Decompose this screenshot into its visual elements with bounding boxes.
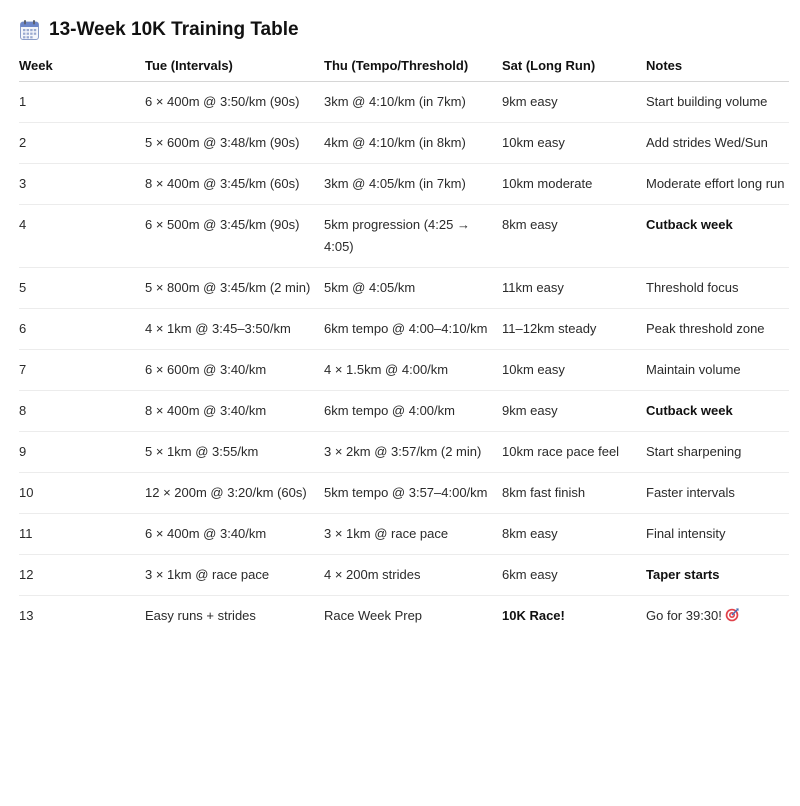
week-cell	[19, 123, 145, 164]
notes-cell-text: Start building volume	[646, 94, 768, 109]
table-row	[19, 123, 789, 164]
week-cell	[19, 432, 145, 473]
notes-cell	[646, 596, 789, 637]
tue-cell	[145, 268, 324, 309]
week-cell-text: 11	[19, 526, 33, 541]
sat-cell-text: 8km easy	[502, 217, 558, 232]
notes-cell-text: Threshold focus	[646, 280, 739, 295]
sat-cell	[502, 309, 646, 350]
notes-cell-text: Final intensity	[646, 526, 726, 541]
sat-cell	[502, 391, 646, 432]
tue-cell	[145, 555, 324, 596]
thu-cell	[324, 350, 502, 391]
table-row	[19, 82, 789, 123]
thu-cell	[324, 555, 502, 596]
thu-cell-text: 6km tempo @ 4:00–4:10/km	[324, 321, 488, 336]
thu-cell	[324, 432, 502, 473]
table-row	[19, 473, 789, 514]
tue-cell-text: 6 × 600m @ 3:40/km	[145, 362, 267, 377]
thu-cell-text: 3 × 1km @ race pace	[324, 526, 449, 541]
sat-cell-text: 8km easy	[502, 526, 558, 541]
tue-cell-text: 5 × 800m @ 3:45/km (2 min)	[145, 280, 311, 295]
sat-cell-text: 6km easy	[502, 567, 558, 582]
week-cell-text: 8	[19, 403, 27, 418]
notes-cell-text: Peak threshold zone	[646, 321, 765, 336]
page-title-text: 13-Week 10K Training Table	[49, 19, 299, 40]
notes-cell	[646, 123, 789, 164]
table-row	[19, 514, 789, 555]
header-sat: Sat (Long Run)	[502, 51, 646, 82]
sat-cell-text: 10km easy	[502, 135, 565, 150]
thu-cell	[324, 205, 502, 268]
sat-cell	[502, 164, 646, 205]
thu-cell-text: 5km tempo @ 3:57–4:00/km	[324, 485, 488, 500]
tue-cell	[145, 350, 324, 391]
header-week: Week	[19, 51, 145, 82]
tue-cell-text: 12 × 200m @ 3:20/km (60s)	[145, 485, 307, 500]
notes-cell	[646, 164, 789, 205]
notes-cell-text: Go for 39:30!	[646, 608, 722, 623]
sat-cell-text: 10K Race!	[502, 608, 565, 623]
thu-cell-text: 6km tempo @ 4:00/km	[324, 403, 455, 418]
notes-cell	[646, 391, 789, 432]
week-cell-text: 13	[19, 608, 34, 623]
week-cell-text: 2	[19, 135, 27, 150]
tue-cell-text: 5 × 600m @ 3:48/km (90s)	[145, 135, 300, 150]
thu-cell-text: 4 × 200m strides	[324, 567, 421, 582]
tue-cell	[145, 391, 324, 432]
week-cell-text: 7	[19, 362, 27, 377]
tue-cell	[145, 164, 324, 205]
header-row	[19, 51, 789, 82]
thu-cell	[324, 391, 502, 432]
notes-cell-text: Start sharpening	[646, 444, 742, 459]
notes-cell-text: Faster intervals	[646, 485, 735, 500]
table-row	[19, 205, 789, 268]
training-table	[19, 51, 789, 636]
week-cell	[19, 555, 145, 596]
notes-cell-text: Add strides Wed/Sun	[646, 135, 768, 150]
thu-cell	[324, 164, 502, 205]
sat-cell-text: 8km fast finish	[502, 485, 586, 500]
tue-cell	[145, 309, 324, 350]
sat-cell	[502, 596, 646, 637]
sat-cell-text: 11–12km steady	[502, 321, 597, 336]
sat-cell	[502, 205, 646, 268]
week-cell	[19, 205, 145, 268]
week-cell-text: 1	[19, 94, 27, 109]
week-cell	[19, 82, 145, 123]
notes-cell	[646, 514, 789, 555]
notes-cell	[646, 350, 789, 391]
header-notes: Notes	[646, 51, 789, 82]
week-cell	[19, 309, 145, 350]
tue-cell-text: 3 × 1km @ race pace	[145, 567, 270, 582]
sat-cell-text: 9km easy	[502, 94, 558, 109]
thu-cell-text: 4 × 1.5km @ 4:00/km	[324, 362, 449, 377]
page-title	[20, 16, 299, 44]
thu-cell-text: 4km @ 4:10/km (in 8km)	[324, 135, 466, 150]
sat-cell-text: 10km race pace feel	[502, 444, 620, 459]
target-icon	[725, 607, 739, 621]
week-cell-text: 6	[19, 321, 27, 336]
notes-cell	[646, 309, 789, 350]
table-row	[19, 350, 789, 391]
table-row	[19, 432, 789, 473]
tue-cell-text: 8 × 400m @ 3:45/km (60s)	[145, 176, 300, 191]
calendar-icon	[20, 20, 39, 40]
sat-cell	[502, 350, 646, 391]
thu-cell-text: 3km @ 4:10/km (in 7km)	[324, 94, 466, 109]
sat-cell	[502, 268, 646, 309]
notes-cell-text: Moderate effort long run	[646, 176, 785, 191]
notes-cell	[646, 432, 789, 473]
sat-cell-text: 11km easy	[502, 280, 564, 295]
table-row	[19, 555, 789, 596]
notes-cell-text: Maintain volume	[646, 362, 741, 377]
sat-cell	[502, 82, 646, 123]
notes-cell-text: Cutback week	[646, 217, 733, 232]
week-cell-text: 10	[19, 485, 34, 500]
notes-cell	[646, 473, 789, 514]
tue-cell-text: 5 × 1km @ 3:55/km	[145, 444, 259, 459]
tue-cell	[145, 123, 324, 164]
notes-cell	[646, 268, 789, 309]
sat-cell-text: 10km moderate	[502, 176, 593, 191]
tue-cell-text: 6 × 400m @ 3:50/km (90s)	[145, 94, 300, 109]
table-row	[19, 268, 789, 309]
notes-cell	[646, 82, 789, 123]
week-cell	[19, 596, 145, 637]
tue-cell	[145, 82, 324, 123]
thu-cell-text: Race Week Prep	[324, 608, 423, 623]
thu-cell-text: 3 × 2km @ 3:57/km (2 min)	[324, 444, 482, 459]
sat-cell	[502, 123, 646, 164]
tue-cell-text: 4 × 1km @ 3:45–3:50/km	[145, 321, 291, 336]
tue-cell-text: Easy runs + strides	[145, 608, 256, 623]
sat-cell	[502, 432, 646, 473]
week-cell	[19, 268, 145, 309]
week-cell	[19, 391, 145, 432]
notes-cell-text: Taper starts	[646, 567, 720, 582]
table-row	[19, 164, 789, 205]
thu-cell-text: 5km @ 4:05/km	[324, 280, 416, 295]
week-cell	[19, 514, 145, 555]
week-cell-text: 12	[19, 567, 34, 582]
week-cell-text: 3	[19, 176, 27, 191]
header-tue: Tue (Intervals)	[145, 51, 324, 82]
tue-cell	[145, 205, 324, 268]
thu-cell	[324, 514, 502, 555]
tue-cell-text: 8 × 400m @ 3:40/km	[145, 403, 267, 418]
sat-cell-text: 10km easy	[502, 362, 565, 377]
tue-cell	[145, 432, 324, 473]
notes-cell-text: Cutback week	[646, 403, 733, 418]
thu-cell	[324, 596, 502, 637]
sat-cell-text: 9km easy	[502, 403, 558, 418]
sat-cell	[502, 555, 646, 596]
week-cell-text: 4	[19, 217, 27, 232]
tue-cell-text: 6 × 500m @ 3:45/km (90s)	[145, 217, 300, 232]
week-cell-text: 5	[19, 280, 27, 295]
sat-cell	[502, 514, 646, 555]
notes-cell	[646, 555, 789, 596]
table-header	[19, 51, 789, 82]
thu-cell-text: 3km @ 4:05/km (in 7km)	[324, 176, 466, 191]
table-row	[19, 391, 789, 432]
table-row	[19, 309, 789, 350]
week-cell	[19, 164, 145, 205]
table-row	[19, 596, 789, 637]
tue-cell	[145, 596, 324, 637]
sat-cell	[502, 473, 646, 514]
header-thu: Thu (Tempo/Threshold)	[324, 51, 502, 82]
tue-cell	[145, 473, 324, 514]
table-body	[19, 82, 789, 637]
thu-cell	[324, 82, 502, 123]
week-cell	[19, 350, 145, 391]
thu-cell	[324, 309, 502, 350]
thu-cell	[324, 473, 502, 514]
thu-cell	[324, 268, 502, 309]
week-cell	[19, 473, 145, 514]
notes-cell	[646, 205, 789, 268]
thu-cell-text: 5km progression (4:25 → 4:05)	[324, 217, 470, 254]
tue-cell	[145, 514, 324, 555]
tue-cell-text: 6 × 400m @ 3:40/km	[145, 526, 267, 541]
week-cell-text: 9	[19, 444, 27, 459]
thu-cell	[324, 123, 502, 164]
